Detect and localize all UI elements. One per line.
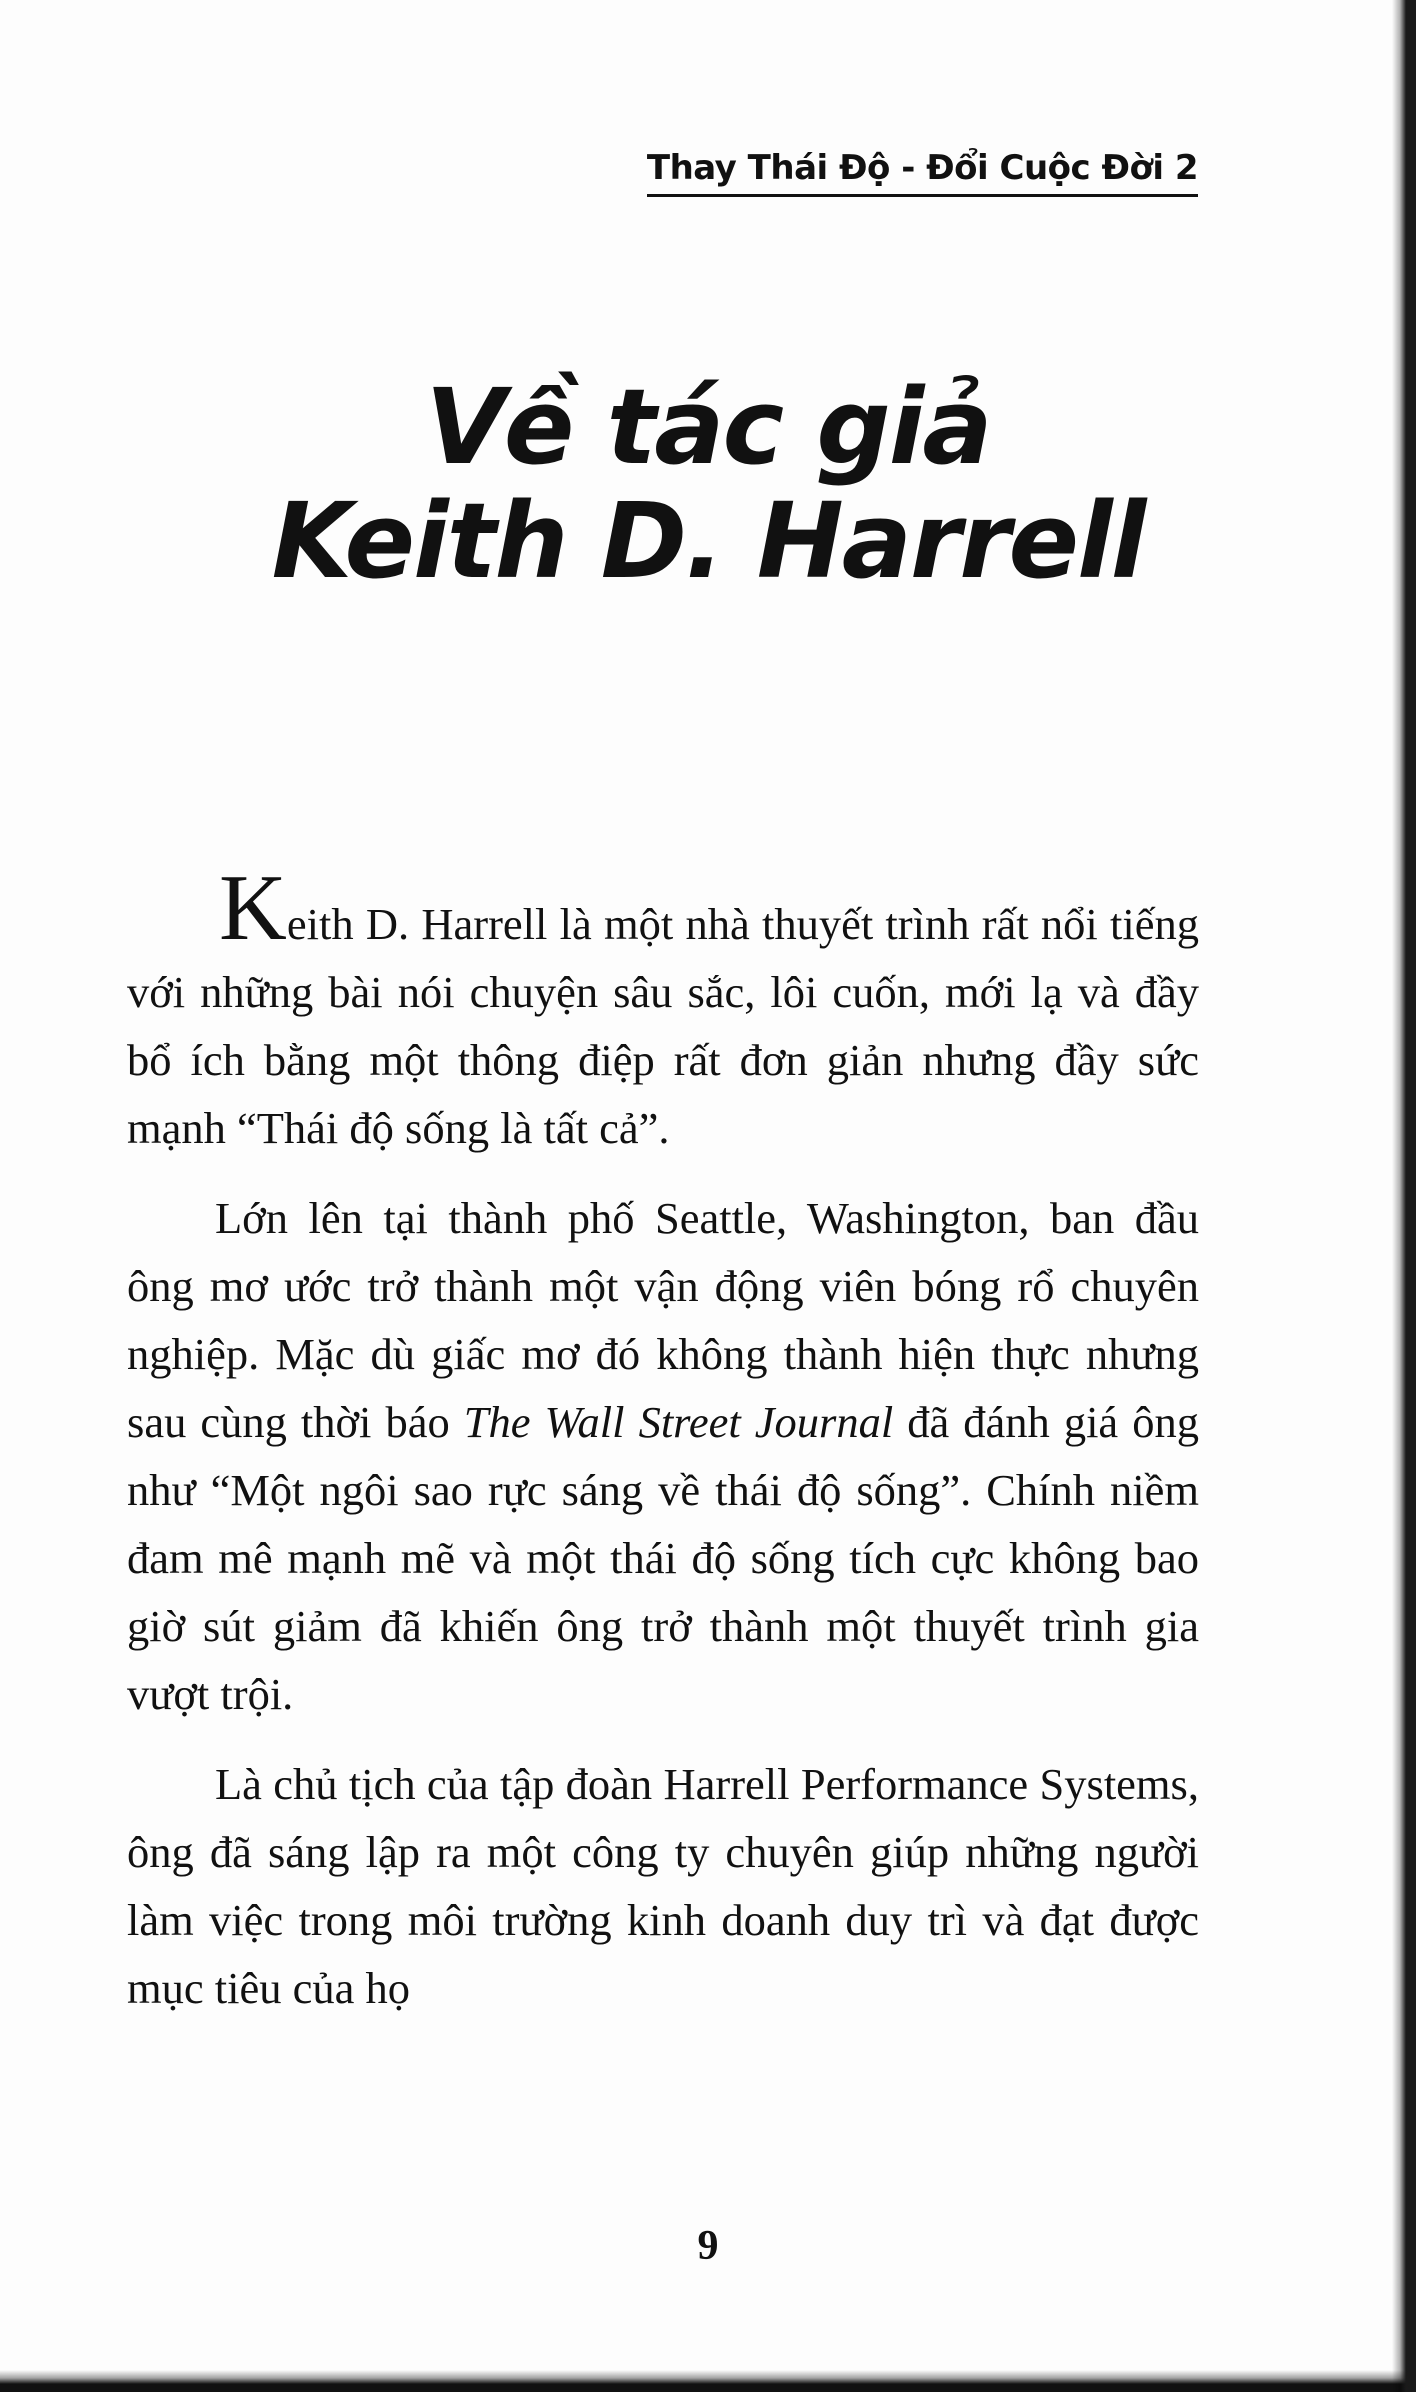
drop-cap: K [219,856,287,960]
scan-shadow-bottom [0,2370,1416,2392]
paragraph-2-text-before: Lớn lên tại thành phố Seattle, Washington, ban đầu ông mơ ước trở thành một vận động viên bóng rổ chuyên nghiệp. Mặc dù giấc mơ đó không thành hiện thực nhưng sau cùng thời báo [127,1193,1199,1447]
paragraph-1-text: eith D. Harrell là một nhà thuyết trình rất nổi tiếng với những bài nói chuyện sâu sắc, lôi cuốn, mới lạ và đầy bổ ích bằng một thông điệp rất đơn giản nhưng đầy sức mạnh “Thái độ sống là tất cả”. [127,899,1199,1153]
paragraph-2-text-after: đã đánh giá ông như “Một ngôi sao rực sáng về thái độ sống”. Chính niềm đam mê mạnh mẽ và một thái độ sống tích cực không bao giờ sút giảm đã khiến ông trở thành một thuyết trình gia vượt trội. [127,1397,1199,1719]
body-text [127,856,1199,2044]
chapter-title [0,366,1416,602]
paragraph-3-text: Là chủ tịch của tập đoàn Harrell Performance Systems, ông đã sáng lập ra một công ty chuyên giúp những người làm việc trong môi trường kinh doanh duy trì và đạt được mục tiêu của họ [127,1759,1199,2013]
chapter-title-line-1: Về tác giả [425,366,991,488]
newspaper-title: The Wall Street Journal [463,1397,894,1447]
paragraph-1 [127,856,1199,1162]
paragraph-3 [127,1750,1199,2022]
running-header: Thay Thái Độ - Đổi Cuộc Đời 2 [647,148,1198,197]
page-number: 9 [697,2223,719,2269]
scan-shadow-right [1392,0,1416,2392]
paragraph-2 [127,1184,1199,1728]
chapter-title-line-2: Keith D. Harrell [271,480,1145,602]
